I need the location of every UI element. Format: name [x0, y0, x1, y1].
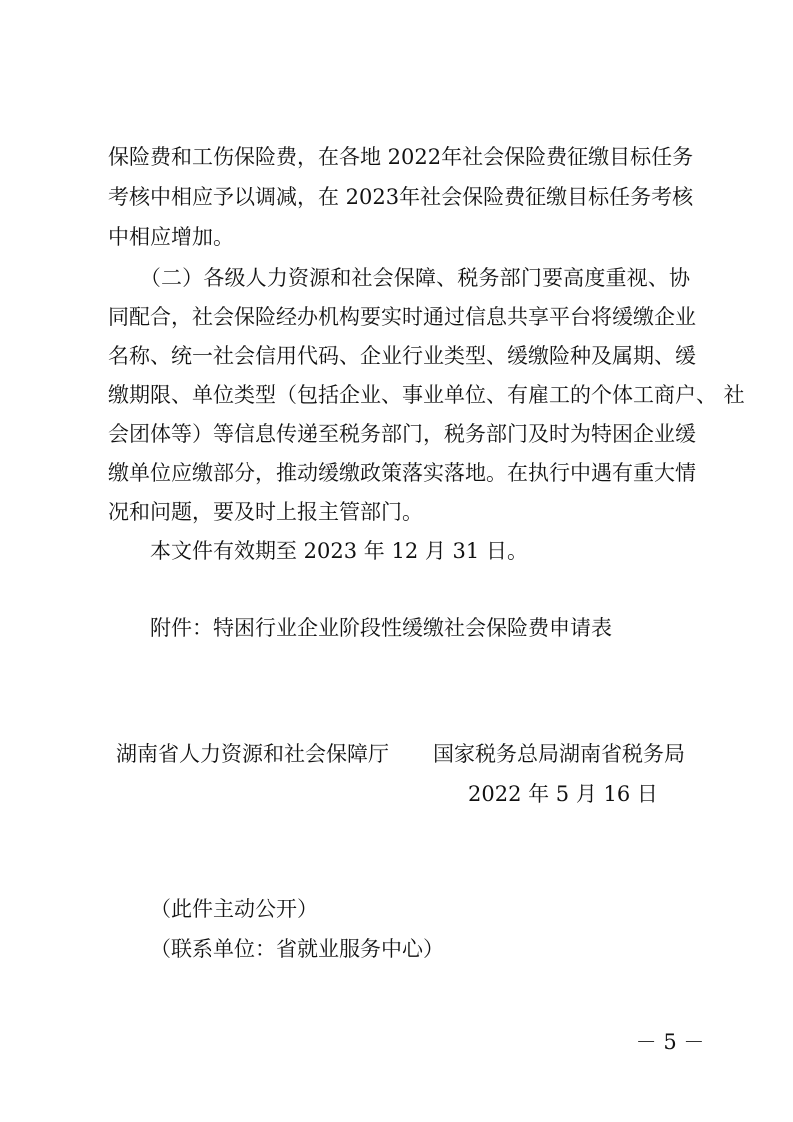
text-line: 考核中相应予以调减，在 2023年社会保险费征缴目标任务考核	[108, 185, 694, 209]
text-line: 况和问题，要及时上报主管部门。	[108, 500, 423, 524]
issuer-hunan-hrss: 湖南省人力资源和社会保障厅	[116, 742, 389, 766]
public-notice: （此件主动公开）	[150, 897, 318, 921]
page-number: － 5 －	[635, 1030, 705, 1054]
text-line: 缴单位应缴部分，推动缓缴政策落实落地。在执行中遇有重大情	[108, 461, 696, 485]
text-line: （二）各级人力资源和社会保障、税务部门要高度重视、协	[108, 266, 690, 290]
text-line: 会团体等）等信息传递至税务部门，税务部门及时为特困企业缓	[108, 422, 696, 446]
attachment-line: 附件：特困行业企业阶段性缓缴社会保险费申请表	[150, 616, 612, 640]
text-line: 缴期限、单位类型（包括企业、事业单位、有雇工的个体工商户、 社	[108, 383, 745, 407]
validity-statement: 本文件有效期至 2023 年 12 月 31 日。	[150, 539, 528, 563]
text-line: 保险费和工伤保险费，在各地 2022年社会保险费征缴目标任务	[108, 145, 694, 169]
text-line: 名称、统一社会信用代码、企业行业类型、缓缴险种及属期、缓	[108, 344, 696, 368]
issue-date: 2022 年 5 月 16 日	[468, 782, 658, 806]
contact-unit: （联系单位：省就业服务中心）	[150, 937, 444, 961]
issuer-hunan-tax-bureau: 国家税务总局湖南省税务局	[433, 742, 685, 766]
text-line: 同配合，社会保险经办机构要实时通过信息共享平台将缓缴企业	[108, 305, 696, 329]
text-line: 中相应增加。	[108, 225, 234, 249]
